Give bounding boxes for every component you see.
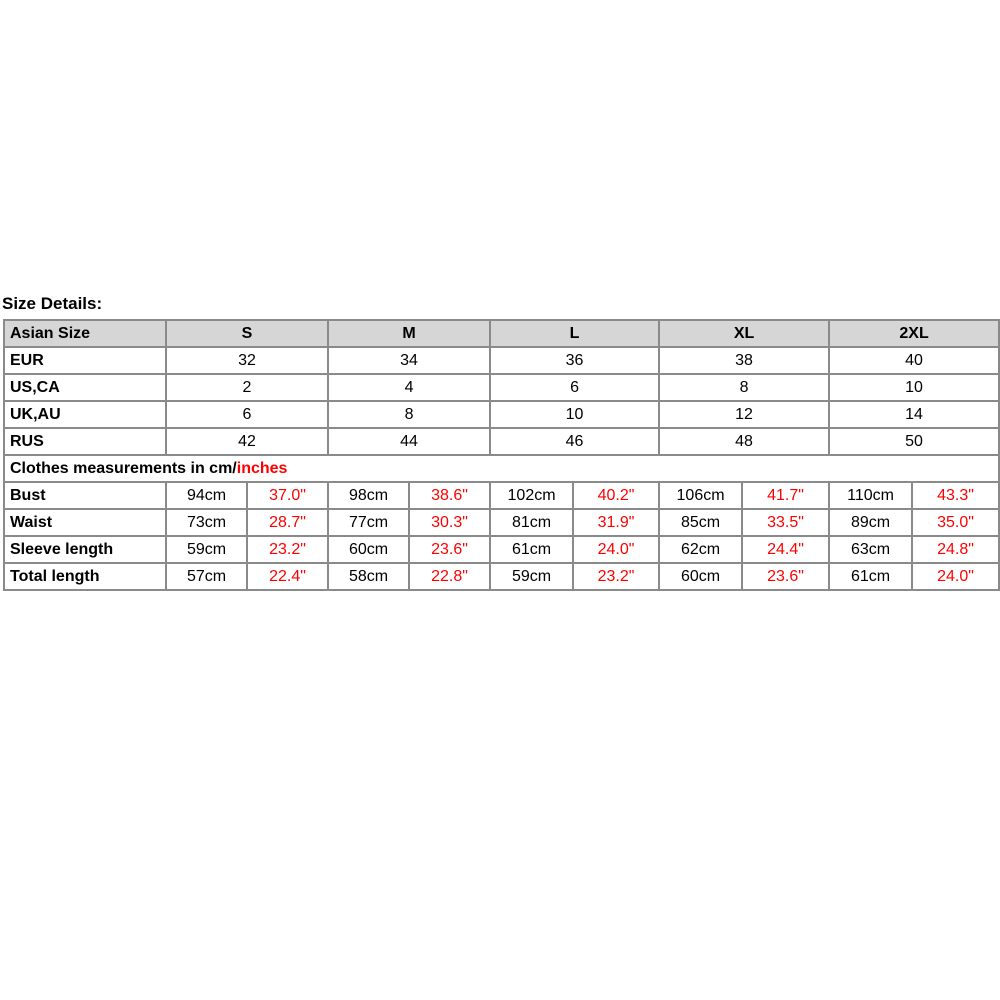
measurement-inch-cell: 30.3" <box>409 509 490 536</box>
measurement-inch-cell: 22.4" <box>247 563 328 590</box>
measurement-cm-cell: 60cm <box>659 563 742 590</box>
conversion-cell: 6 <box>166 401 328 428</box>
size-header-cell: XL <box>659 320 829 347</box>
measurement-row <box>4 536 999 563</box>
measurement-inch-cell: 41.7" <box>742 482 829 509</box>
measurement-inch-cell: 38.6" <box>409 482 490 509</box>
measurement-cm-cell: 106cm <box>659 482 742 509</box>
measurement-row-label: Bust <box>4 482 166 509</box>
size-header-cell: M <box>328 320 490 347</box>
measurement-cm-cell: 102cm <box>490 482 573 509</box>
measurement-cm-cell: 94cm <box>166 482 247 509</box>
measurement-inch-cell: 23.6" <box>409 536 490 563</box>
conversion-cell: 12 <box>659 401 829 428</box>
conversion-cell: 36 <box>490 347 659 374</box>
measurement-row <box>4 563 999 590</box>
conversion-row-label: US,CA <box>4 374 166 401</box>
measurement-cm-cell: 59cm <box>166 536 247 563</box>
measurement-inch-cell: 37.0" <box>247 482 328 509</box>
measurement-cm-cell: 77cm <box>328 509 409 536</box>
measurement-inch-cell: 43.3" <box>912 482 999 509</box>
measurement-cm-cell: 62cm <box>659 536 742 563</box>
measurements-heading-row <box>4 455 999 482</box>
measurements-heading <box>4 455 999 482</box>
measurement-inch-cell: 23.6" <box>742 563 829 590</box>
measurement-cm-cell: 110cm <box>829 482 912 509</box>
conversion-cell: 4 <box>328 374 490 401</box>
conversion-cell: 48 <box>659 428 829 455</box>
size-header-cell: L <box>490 320 659 347</box>
conversion-cell: 8 <box>659 374 829 401</box>
conversion-cell: 14 <box>829 401 999 428</box>
conversion-row-label: UK,AU <box>4 401 166 428</box>
measurement-row-label: Total length <box>4 563 166 590</box>
size-header-cell: 2XL <box>829 320 999 347</box>
measurements-heading-text: Clothes measurements in cm/ <box>10 460 237 477</box>
conversion-cell: 42 <box>166 428 328 455</box>
measurement-inch-cell: 40.2" <box>573 482 659 509</box>
measurement-cm-cell: 73cm <box>166 509 247 536</box>
measurement-cm-cell: 61cm <box>829 563 912 590</box>
conversion-cell: 8 <box>328 401 490 428</box>
conversion-cell: 2 <box>166 374 328 401</box>
conversion-cell: 10 <box>829 374 999 401</box>
measurement-cm-cell: 89cm <box>829 509 912 536</box>
measurement-row-label: Sleeve length <box>4 536 166 563</box>
measurement-inch-cell: 28.7" <box>247 509 328 536</box>
measurement-inch-cell: 31.9" <box>573 509 659 536</box>
measurement-cm-cell: 85cm <box>659 509 742 536</box>
conversion-row-label: RUS <box>4 428 166 455</box>
measurement-row <box>4 482 999 509</box>
measurement-row-label: Waist <box>4 509 166 536</box>
measurement-cm-cell: 57cm <box>166 563 247 590</box>
measurement-inch-cell: 33.5" <box>742 509 829 536</box>
conversion-row <box>4 347 999 374</box>
measurement-cm-cell: 63cm <box>829 536 912 563</box>
measurement-cm-cell: 58cm <box>328 563 409 590</box>
conversion-cell: 10 <box>490 401 659 428</box>
measurement-inch-cell: 24.0" <box>573 536 659 563</box>
size-header-cell: S <box>166 320 328 347</box>
size-header-label: Asian Size <box>4 320 166 347</box>
conversion-cell: 40 <box>829 347 999 374</box>
conversion-cell: 6 <box>490 374 659 401</box>
measurement-cm-cell: 98cm <box>328 482 409 509</box>
measurement-inch-cell: 24.4" <box>742 536 829 563</box>
conversion-cell: 44 <box>328 428 490 455</box>
measurement-inch-cell: 24.0" <box>912 563 999 590</box>
size-header-row <box>4 320 999 347</box>
measurement-cm-cell: 81cm <box>490 509 573 536</box>
measurement-cm-cell: 61cm <box>490 536 573 563</box>
measurement-cm-cell: 59cm <box>490 563 573 590</box>
conversion-cell: 50 <box>829 428 999 455</box>
conversion-row <box>4 374 999 401</box>
measurements-heading-unit: inches <box>236 460 288 477</box>
measurement-inch-cell: 22.8" <box>409 563 490 590</box>
measurement-inch-cell: 23.2" <box>573 563 659 590</box>
conversion-cell: 34 <box>328 347 490 374</box>
size-chart-table <box>3 319 1000 591</box>
measurement-inch-cell: 24.8" <box>912 536 999 563</box>
conversion-cell: 38 <box>659 347 829 374</box>
conversion-cell: 32 <box>166 347 328 374</box>
measurement-inch-cell: 35.0" <box>912 509 999 536</box>
conversion-row <box>4 428 999 455</box>
measurement-row <box>4 509 999 536</box>
measurement-inch-cell: 23.2" <box>247 536 328 563</box>
conversion-row-label: EUR <box>4 347 166 374</box>
page-title: Size Details: <box>2 294 103 313</box>
measurement-cm-cell: 60cm <box>328 536 409 563</box>
conversion-row <box>4 401 999 428</box>
conversion-cell: 46 <box>490 428 659 455</box>
